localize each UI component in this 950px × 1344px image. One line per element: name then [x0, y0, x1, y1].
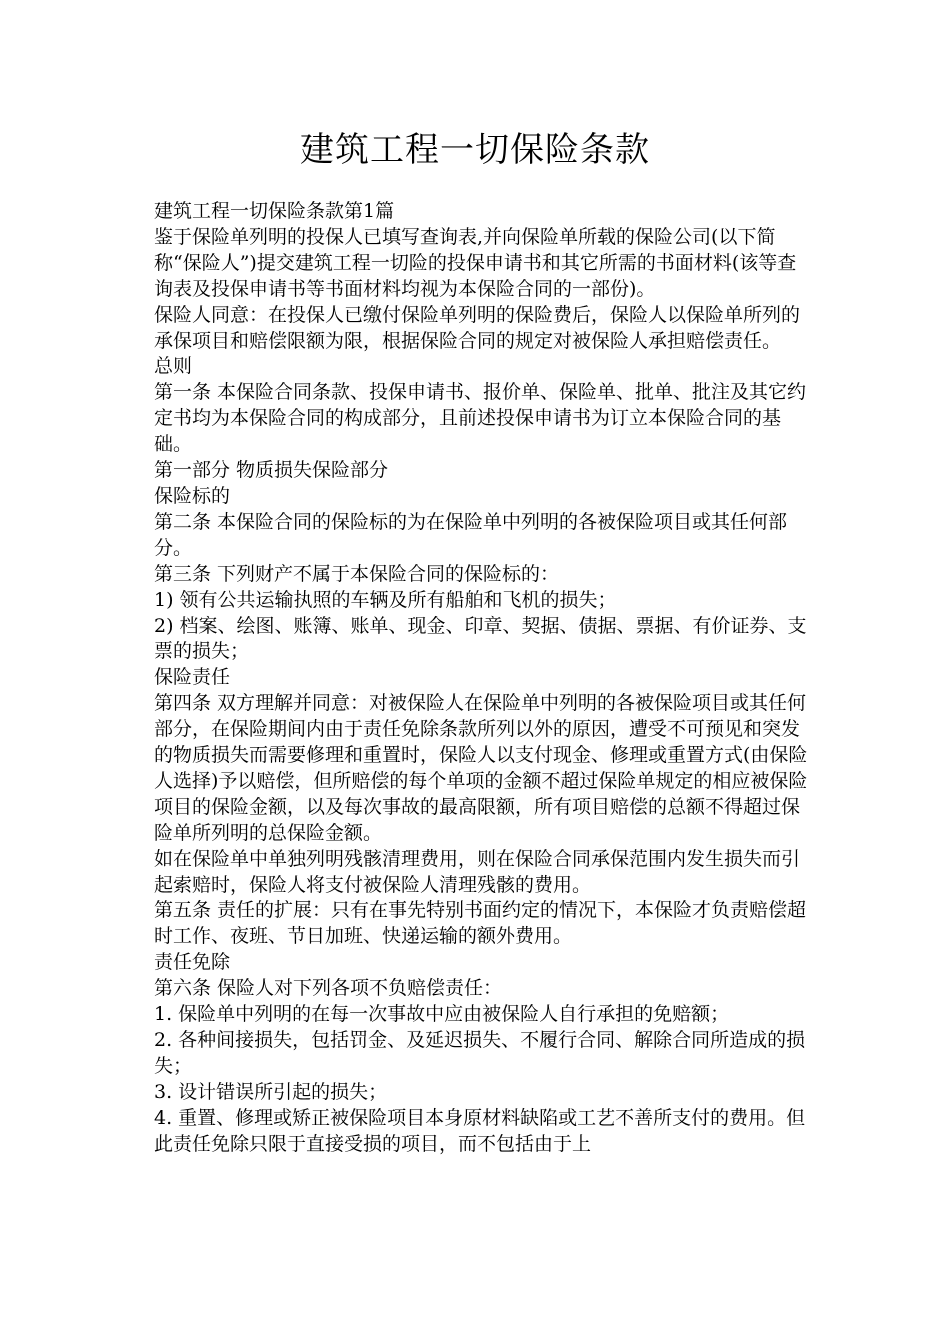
- paragraph: 建筑工程一切保险条款第1篇: [154, 200, 395, 222]
- list-item: 3. 设计错误所引起的损失；: [154, 1080, 388, 1103]
- list-item: 1. 保险单中列明的在每一次事故中应由被保险人自行承担的免赔额；: [154, 1003, 730, 1026]
- list-item: 1) 领有公共运输执照的车辆及所有船舶和飞机的损失；: [154, 588, 617, 611]
- paragraph: 第三条 下列财产不属于本保险合同的保险标的：: [154, 562, 560, 585]
- document-body: [144, 199, 812, 1158]
- paragraph: 第六条 保险人对下列各项不负赔偿责任：: [154, 977, 503, 1000]
- section-heading: 总则: [154, 355, 193, 378]
- paragraph: 鉴于保险单列明的投保人已填写查询表,并向保险单所载的保险公司(以下简称“保险人”)提交建筑工程一切险的投保申请书和其它所需的书面材料(该等查询表及投保申请书等书面材料均视为本保险合同的一部份)。: [154, 225, 797, 300]
- section-heading: 保险标的: [154, 484, 231, 507]
- document-title: 建筑工程一切保险条款: [300, 130, 650, 170]
- paragraph: 第一条 本保险合同条款、投保申请书、报价单、保险单、批单、批注及其它约定书均为本保险合同的构成部分，且前述投保申请书为订立本保险合同的基础。: [154, 381, 807, 456]
- list-item: 2) 档案、绘图、账簿、账单、现金、印章、契据、债据、票据、有价证券、支票的损失；: [154, 614, 807, 663]
- paragraph: 第二条 本保险合同的保险标的为在保险单中列明的各被保险项目或其任何部分。: [154, 510, 788, 559]
- paragraph: 如在保险单中单独列明残骸清理费用，则在保险合同承保范围内发生损失而引起索赔时，保险人将支付被保险人清理残骸的费用。: [154, 847, 801, 896]
- list-item: 4. 重置、修理或矫正被保险项目本身原材料缺陷或工艺不善所支付的费用。但此责任免除只限于直接受损的项目，而不包括由于上: [154, 1106, 806, 1155]
- section-heading: 责任免除: [154, 951, 231, 974]
- section-heading: 第一部分 物质损失保险部分: [154, 459, 389, 482]
- paragraph: 第四条 双方理解并同意：对被保险人在保险单中列明的各被保险项目或其任何部分，在保险期间内由于责任免除条款所列以外的原因，遭受不可预见和突发的物质损失而需要修理和重置时，保险人以支付现金、修理或重置方式(由保险人选择)予以赔偿，但所赔偿的每个单项的金额不超过保险单规定的相应被保险项目的保险金额，以及每次事故的最高限额，所有项目赔偿的总额不得超过保险单所列明的总保险金额。: [154, 692, 808, 844]
- paragraph: 保险人同意：在投保人已缴付保险单列明的保险费后，保险人以保险单所列的承保项目和赔偿限额为限，根据保险合同的规定对被保险人承担赔偿责任。: [154, 303, 801, 352]
- paragraph: 第五条 责任的扩展：只有在事先特别书面约定的情况下，本保险才负责赔偿超时工作、夜班、节日加班、快递运输的额外费用。: [154, 899, 807, 948]
- section-heading: 保险责任: [154, 666, 231, 689]
- list-item: 2. 各种间接损失，包括罚金、及延迟损失、不履行合同、解除合同所造成的损失；: [154, 1029, 806, 1077]
